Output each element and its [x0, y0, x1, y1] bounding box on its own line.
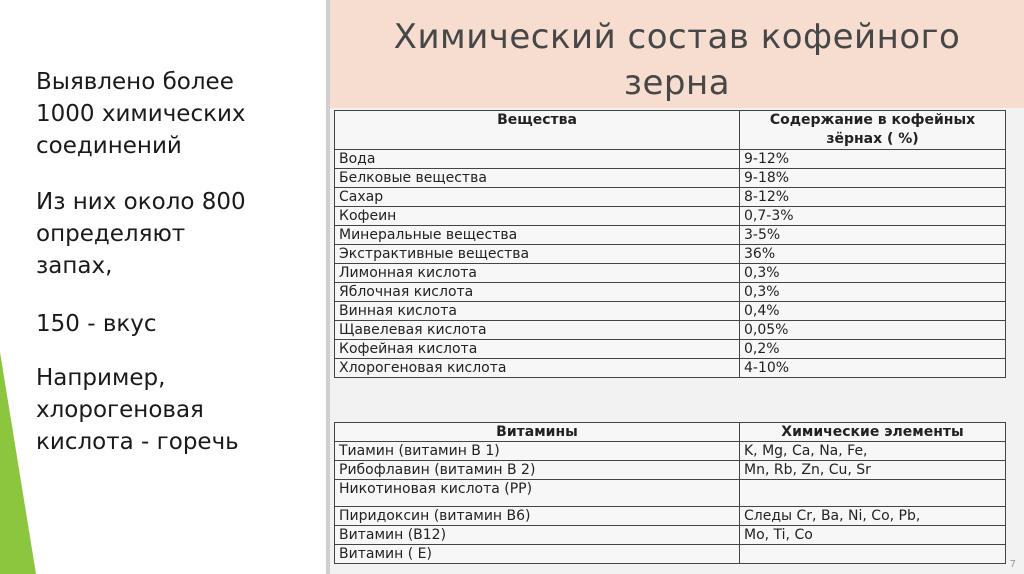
cell-name: Белковые вещества [335, 169, 740, 188]
table-row [335, 321, 1006, 340]
table-row [335, 526, 1006, 545]
cell-name: Винная кислота [335, 302, 740, 321]
cell-name: Пиридоксин (витамин В6) [335, 507, 740, 526]
cell-value: 0,2% [740, 340, 1006, 359]
cell-value: K, Mg, Ca, Na, Fe, [740, 442, 1006, 461]
cell-value: 9-12% [740, 150, 1006, 169]
cell-name: Витамин ( Е) [335, 545, 740, 564]
text-example: Например, хлорогеновая кислота - горечь [36, 365, 239, 455]
table-row [335, 188, 1006, 207]
table-row [335, 480, 1006, 507]
table-row [335, 545, 1006, 564]
text-taste: 150 - вкус [36, 311, 157, 337]
cell-value: 0,3% [740, 264, 1006, 283]
cell-name: Хлорогеновая кислота [335, 359, 740, 378]
text-aroma: Из них около 800 определяют запах, [36, 189, 246, 279]
table-header-row [335, 423, 1006, 442]
table-row [335, 340, 1006, 359]
cell-name: Вода [335, 150, 740, 169]
cell-value: 3-5% [740, 226, 1006, 245]
cell-name: Яблочная кислота [335, 283, 740, 302]
cell-value: 9-18% [740, 169, 1006, 188]
cell-value: Следы Cr, Ba, Ni, Co, Pb, [740, 507, 1006, 526]
text-compounds: Выявлено более 1000 химических соединений [36, 69, 246, 159]
table-row [335, 264, 1006, 283]
header-vitamins: Витамины [335, 423, 740, 442]
cell-value: Mn, Rb, Zn, Cu, Sr [740, 461, 1006, 480]
table-row [335, 226, 1006, 245]
cell-name: Сахар [335, 188, 740, 207]
cell-value: 0,3% [740, 283, 1006, 302]
substances-table [334, 110, 1006, 378]
header-elements: Химические элементы [740, 423, 1006, 442]
cell-value: 36% [740, 245, 1006, 264]
table-row [335, 442, 1006, 461]
cell-name: Лимонная кислота [335, 264, 740, 283]
table-header-row [335, 111, 1006, 150]
table-row [335, 283, 1006, 302]
header-content: Содержание в кофейных зёрнах ( %) [740, 111, 1006, 150]
cell-name: Тиамин (витамин В 1) [335, 442, 740, 461]
table-row [335, 359, 1006, 378]
page-number: 7 [1009, 559, 1016, 570]
header-substances: Вещества [335, 111, 740, 150]
cell-name: Витамин (В12) [335, 526, 740, 545]
green-accent-shape [0, 0, 36, 574]
cell-value [740, 545, 1006, 564]
cell-value: 8-12% [740, 188, 1006, 207]
table-row [335, 461, 1006, 480]
table-row [335, 207, 1006, 226]
cell-name: Экстрактивные вещества [335, 245, 740, 264]
table-row [335, 150, 1006, 169]
cell-value: 0,4% [740, 302, 1006, 321]
cell-name: Кофеин [335, 207, 740, 226]
composition-title: Химический состав кофейного зерна [393, 17, 961, 103]
cell-name: Кофейная кислота [335, 340, 740, 359]
cell-name: Щавелевая кислота [335, 321, 740, 340]
vitamins-table [334, 422, 1006, 564]
cell-name: Рибофлавин (витамин В 2) [335, 461, 740, 480]
cell-value: 0,7-3% [740, 207, 1006, 226]
cell-value: Mo, Ti, Co [740, 526, 1006, 545]
table-row [335, 302, 1006, 321]
table-row [335, 507, 1006, 526]
cell-name: Минеральные вещества [335, 226, 740, 245]
cell-value: 4-10% [740, 359, 1006, 378]
cell-value [740, 480, 1006, 507]
cell-value: 0,05% [740, 321, 1006, 340]
cell-name: Никотиновая кислота (PP) [335, 480, 740, 507]
table-row [335, 245, 1006, 264]
table-row [335, 169, 1006, 188]
